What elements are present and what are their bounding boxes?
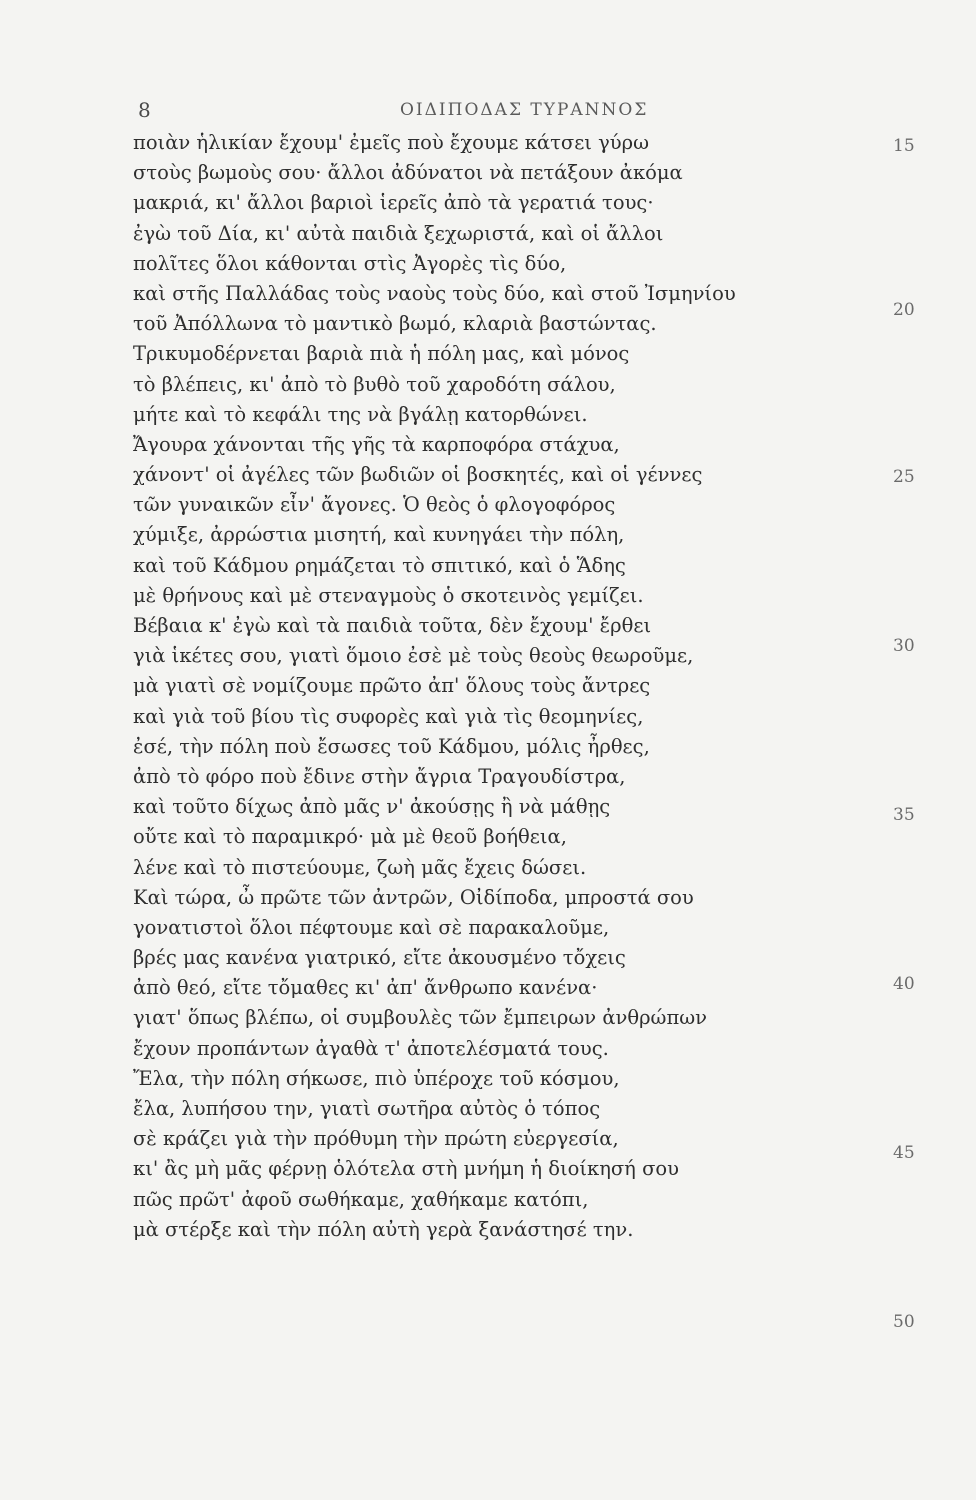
line-number: 20: [893, 300, 915, 320]
verse-line: γιατ' ὅπως βλέπω, οἱ συμβουλὲς τῶν ἔμπειρων ἀνθρώπων: [133, 1006, 708, 1030]
verse-line: ἀπὸ θεό, εἴτε τὄμαθες κι' ἀπ' ἄνθρωπο κανένα·: [133, 976, 598, 1000]
page-number: 8: [138, 98, 151, 122]
verse-line: καὶ στῆς Παλλάδας τοὺς ναοὺς τοὺς δύο, καὶ στοῦ Ἰσμηνίου: [133, 281, 736, 305]
verse-line: Ἄγουρα χάνονται τῆς γῆς τὰ καρποφόρα στάχυα,: [133, 432, 620, 456]
line-number: 30: [893, 636, 915, 656]
verse-line: σὲ κράζει γιὰ τὴν πρόθυμη τὴν πρώτη εὐεργεσία,: [133, 1127, 619, 1151]
verse-line: Βέβαια κ' ἐγὼ καὶ τὰ παιδιὰ τοῦτα, δὲν ἔχουμ' ἔρθει: [133, 614, 652, 637]
line-number: 25: [893, 467, 915, 487]
verse-line: μὲ θρήνους καὶ μὲ στεναγμοὺς ὁ σκοτεινὸς γεμίζει.: [133, 583, 644, 607]
verse-line: τὸ βλέπεις, κι' ἀπὸ τὸ βυθὸ τοῦ χαροδότη σάλου,: [133, 372, 616, 396]
verse-line: καὶ γιὰ τοῦ βίου τὶς συφορὲς καὶ γιὰ τὶς θεομηνίες,: [133, 704, 644, 728]
verse-line: μακριά, κι' ἄλλοι βαριοὶ ἱερεῖς ἀπὸ τὰ γερατιά τους·: [133, 191, 654, 215]
verse-line: ἔλα, λυπήσου την, γιατὶ σωτῆρα αὐτὸς ὁ τόπος: [133, 1097, 601, 1120]
verse-line: τοῦ Ἀπόλλωνα τὸ μαντικὸ βωμό, κλαριὰ βαστώντας.: [133, 312, 657, 336]
verse-line: πῶς πρῶτ' ἀφοῦ σωθήκαμε, χαθήκαμε κατόπι,: [133, 1187, 589, 1211]
line-number: 35: [893, 805, 915, 825]
verse-line: ἐσέ, τὴν πόλη ποὺ ἔσωσες τοῦ Κάδμου, μόλις ἦρθες,: [133, 734, 650, 758]
line-number: 50: [893, 1312, 915, 1332]
verse-line: χύμιξε, ἀρρώστια μισητή, καὶ κυνηγάει τὴν πόλη,: [133, 523, 625, 547]
line-number: 40: [893, 974, 915, 994]
verse-line: βρές μας κανένα γιατρικό, εἴτε ἀκουσμένο τὄχεις: [133, 946, 626, 970]
line-number: 45: [893, 1143, 915, 1163]
verse-line: ἐγὼ τοῦ Δία, κι' αὐτὰ παιδιὰ ξεχωριστά, καὶ οἱ ἄλλοι: [133, 221, 664, 245]
verse-line: λένε καὶ τὸ πιστεύουμε, ζωὴ μᾶς ἔχεις δώσει.: [133, 855, 587, 879]
verse-line: ἔχουν προπάντων ἀγαθὰ τ' ἀποτελέσματά τους.: [133, 1036, 609, 1060]
verse-line: Καὶ τώρα, ὦ πρῶτε τῶν ἀντρῶν, Οἰδίποδα, μπροστά σου: [133, 885, 694, 909]
verse-line: ἀπὸ τὸ φόρο ποὺ ἔδινε στὴν ἄγρια Τραγουδίστρα,: [133, 764, 626, 788]
verse-line: οὔτε καὶ τὸ παραμικρό· μὰ μὲ θεοῦ βοήθεια,: [133, 825, 567, 849]
verse-line: μὰ γιατὶ σὲ νομίζουμε πρῶτο ἀπ' ὅλους τοὺς ἄντρες: [133, 674, 651, 698]
verse-line: κι' ἂς μὴ μᾶς φέρνῃ ὁλότελα στὴ μνήμη ἡ διοίκησή σου: [133, 1157, 679, 1181]
verse-line: μήτε καὶ τὸ κεφάλι της νὰ βγάλῃ κατορθώνει.: [133, 402, 588, 426]
verse-line: χάνοντ' οἱ ἀγέλες τῶν βωδιῶν οἱ βοσκητές, καὶ οἱ γέννες: [133, 463, 703, 487]
verse-line: γονατιστοὶ ὅλοι πέφτουμε καὶ σὲ παρακαλοῦμε,: [133, 915, 610, 939]
verse-line: καὶ τοῦτο δίχως ἀπὸ μᾶς ν' ἀκούσῃς ἢ νὰ μάθῃς: [133, 795, 611, 819]
running-title: ΟΙΔΙΠΟΔΑΣ ΤΥΡΑΝΝΟΣ: [400, 100, 649, 120]
verse-block: [133, 128, 833, 1245]
verse-line: τῶν γυναικῶν εἶν' ἄγονες. Ὁ θεὸς ὁ φλογοφόρος: [133, 493, 616, 517]
line-number: 15: [893, 136, 915, 156]
verse-line: ποιὰν ἡλικίαν ἔχουμ' ἐμεῖς ποὺ ἔχουμε κάτσει γύρω: [133, 131, 650, 154]
verse-line: στοὺς βωμοὺς σου· ἄλλοι ἀδύνατοι νὰ πετάξουν ἀκόμα: [133, 161, 683, 185]
verse-line: πολῖτες ὅλοι κάθονται στὶς Ἀγορὲς τὶς δύο,: [133, 251, 567, 275]
verse-line: καὶ τοῦ Κάδμου ρημάζεται τὸ σπιτικό, καὶ ὁ Ἅδης: [133, 553, 626, 577]
verse-line: γιὰ ἱκέτες σου, γιατὶ ὅμοιο ἐσὲ μὲ τοὺς θεοὺς θεωροῦμε,: [133, 644, 694, 668]
verse-line: Τρικυμοδέρνεται βαριὰ πιὰ ἡ πόλη μας, καὶ μόνος: [133, 342, 630, 366]
verse-line: Ἔλα, τὴν πόλη σήκωσε, πιὸ ὑπέροχε τοῦ κόσμου,: [133, 1066, 620, 1090]
verse-line: μὰ στέρξε καὶ τὴν πόλη αὐτὴ γερὰ ξανάστησέ την.: [133, 1217, 634, 1241]
